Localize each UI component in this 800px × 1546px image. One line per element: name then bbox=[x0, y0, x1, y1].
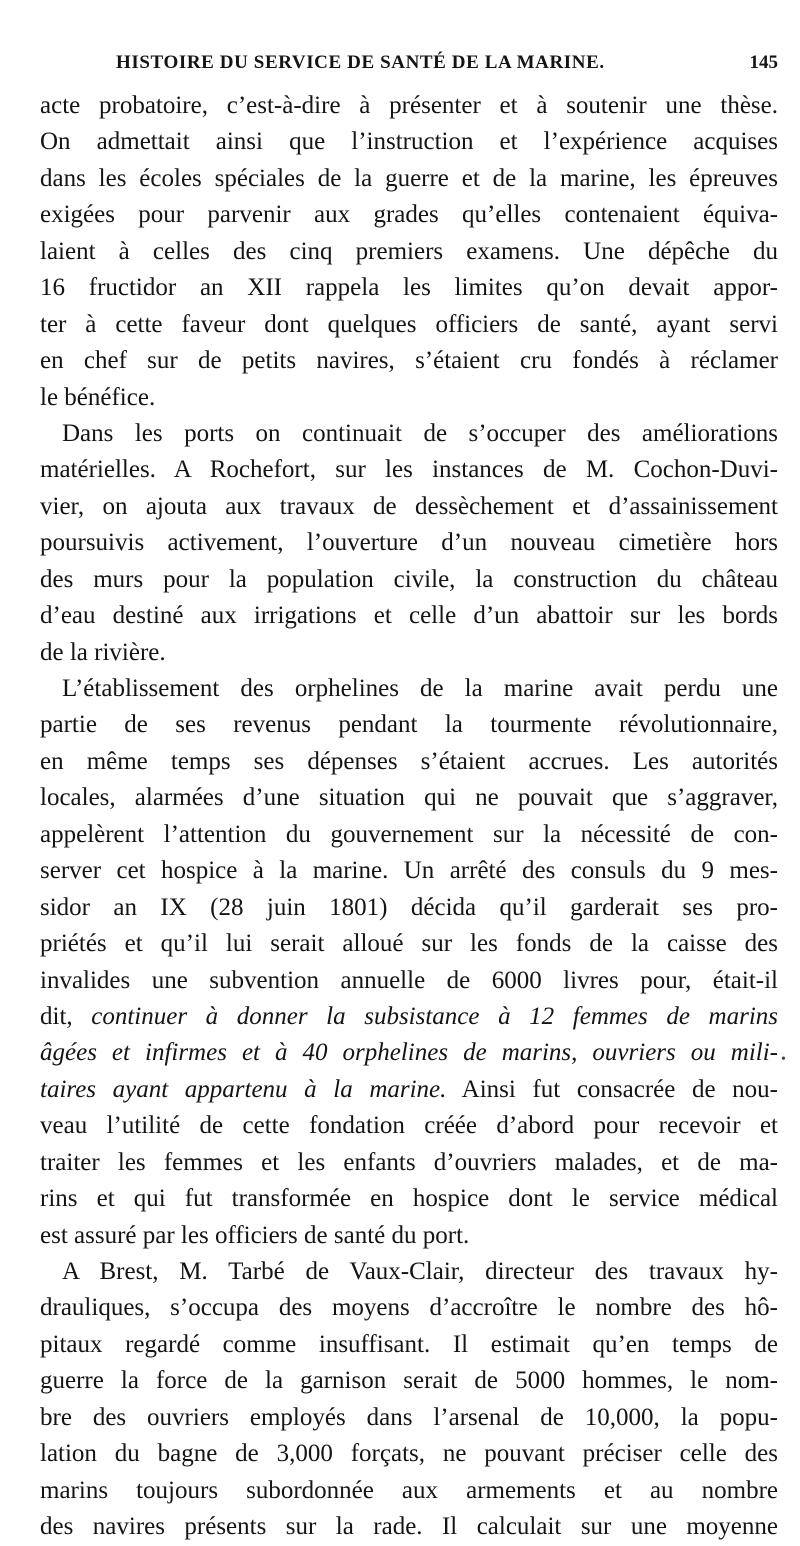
margin-mark: • bbox=[781, 1052, 786, 1067]
text-line: drauliques, s’occupa des moyens d’accroître le nombre des hô- bbox=[40, 1294, 778, 1322]
text-line: de la rivière. bbox=[40, 638, 166, 666]
running-head: HISTOIRE DU SERVICE DE SANTÉ DE LA MARINE. bbox=[116, 52, 605, 73]
text-line: Dans les ports on continuait de s’occuper des améliorations bbox=[62, 419, 778, 447]
text-line: laient à celles des cinq premiers examens. Une dépêche du bbox=[40, 237, 778, 265]
text-span: Ainsi fut consacrée de nou- bbox=[446, 1075, 778, 1103]
text-line: traiter les femmes et les enfants d’ouvriers malades, et de ma- bbox=[40, 1148, 778, 1176]
text-line-mixed bbox=[40, 1072, 778, 1108]
text-line: invalides une subvention annuelle de 6000 livres pour, était-il bbox=[40, 966, 778, 994]
text-line: dans les écoles spéciales de la guerre et de la marine, les épreuves bbox=[40, 164, 778, 192]
text-line-mixed bbox=[40, 999, 778, 1035]
text-line: bre des ouvriers employés dans l’arsenal de 10,000, la popu- bbox=[40, 1403, 778, 1431]
text-line: lation du bagne de 3,000 forçats, ne pouvant préciser celle des bbox=[40, 1440, 778, 1468]
text-line: guerre la force de la garnison serait de 5000 hommes, le nom- bbox=[40, 1367, 778, 1395]
text-line: des navires présents sur la rade. Il calculait sur une moyenne bbox=[40, 1513, 778, 1541]
page-header bbox=[116, 52, 778, 82]
text-line: A Brest, M. Tarbé de Vaux-Clair, directeur des travaux hy- bbox=[62, 1258, 778, 1285]
text-line: poursuivis activement, l’ouverture d’un nouveau cimetière hors bbox=[40, 529, 778, 557]
text-line: en chef sur de petits navires, s’étaient cru fondés à réclamer bbox=[40, 347, 778, 375]
text-line: rins et qui fut transformée en hospice dont le service médical bbox=[40, 1185, 778, 1213]
italic-quote: âgées et infirmes et à 40 orphelines de marins, ouvriers ou mili- bbox=[40, 1039, 778, 1067]
text-line: est assuré par les officiers de santé du port. bbox=[40, 1221, 470, 1249]
text-span: dit, bbox=[40, 1002, 92, 1030]
text-line: matérielles. A Rochefort, sur les instances de M. Cochon-Duvi- bbox=[40, 456, 778, 484]
text-line: veau l’utilité de cette fondation créée d’abord pour recevoir et bbox=[40, 1112, 778, 1140]
text-line: en même temps ses dépenses s’étaient accrues. Les autorités bbox=[40, 747, 778, 775]
text-line: d’eau destiné aux irrigations et celle d’un abattoir sur les bords bbox=[40, 602, 778, 630]
text-line: server cet hospice à la marine. Un arrêté des consuls du 9 mes- bbox=[40, 857, 778, 885]
page-number: 145 bbox=[749, 52, 778, 73]
text-line: des murs pour la population civile, la construction du château bbox=[40, 565, 778, 593]
text-line: pitaux regardé comme insuffisant. Il estimait qu’en temps de bbox=[40, 1330, 778, 1358]
text-line: appelèrent l’attention du gouvernement sur la nécessité de con- bbox=[40, 820, 778, 848]
text-line: partie de ses revenus pendant la tourmente révolutionnaire, bbox=[40, 711, 778, 739]
body-text bbox=[40, 88, 778, 1546]
text-line: le bénéfice. bbox=[40, 383, 156, 411]
text-line: sidor an IX (28 juin 1801) décida qu’il garderait ses pro- bbox=[40, 893, 778, 921]
text-line: L’établissement des orphelines de la marine avait perdu une bbox=[62, 675, 778, 702]
text-line: vier, on ajouta aux travaux de dessèchement et d’assainissement bbox=[40, 492, 778, 520]
italic-quote: taires ayant appartenu à la marine. bbox=[40, 1075, 447, 1103]
text-line: On admettait ainsi que l’instruction et l’expérience acquises bbox=[40, 128, 778, 156]
text-line: ter à cette faveur dont quelques officiers de santé, ayant servi bbox=[40, 310, 778, 338]
text-line: marins toujours subordonnée aux armements et au nombre bbox=[40, 1476, 778, 1504]
italic-quote: continuer à donner la subsistance à 12 femmes de marins bbox=[91, 1002, 778, 1030]
text-line: acte probatoire, c’est-à-dire à présenter et à soutenir une thèse. bbox=[40, 92, 778, 119]
text-line: exigées pour parvenir aux grades qu’elles contenaient équiva- bbox=[40, 201, 778, 229]
text-line: 16 fructidor an XII rappela les limites qu’on devait appor- bbox=[40, 274, 778, 302]
text-line: locales, alarmées d’une situation qui ne pouvait que s’aggraver, bbox=[40, 784, 778, 812]
text-line: priétés et qu’il lui serait alloué sur les fonds de la caisse des bbox=[40, 930, 778, 958]
